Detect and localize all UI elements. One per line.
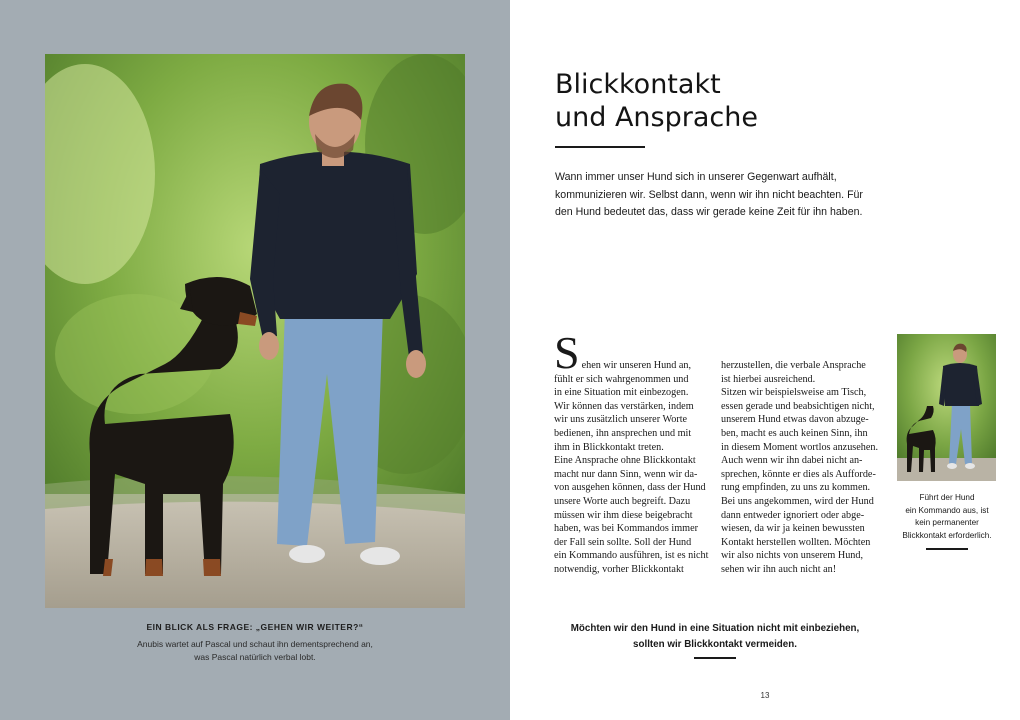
body-line: Auch wenn wir ihn dabei nicht an- — [721, 455, 863, 467]
body-line: notwendig, vorher Blickkontakt — [554, 563, 684, 575]
body-line: wir uns zusätzlich unserer Worte — [554, 414, 688, 426]
pull-quote-line: Möchten wir den Hund in eine Situation nicht mit einbeziehen, — [570, 623, 860, 634]
thumbnail-rule — [926, 548, 968, 550]
body-line: von ausgehen können, dass der Hund — [554, 482, 706, 494]
pull-quote-line: sollten wir Blickkontakt vermeiden. — [633, 639, 797, 650]
body-line: bedienen, ihn ansprechen und mit — [554, 427, 692, 439]
body-line: fühlt er sich wahrgenommen und — [554, 373, 689, 385]
body-line: dann entweder ignoriert oder abge- — [721, 509, 865, 521]
body-line: unserem Hund etwas davon abzuge- — [721, 414, 869, 426]
body-line: wiesen, da wir ja keinen bewussten — [721, 523, 865, 535]
intro-paragraph — [555, 169, 875, 222]
body-line: müssen wir ihm diese beigebracht — [554, 509, 693, 521]
caption-line: was Pascal natürlich verbal lobt. — [194, 652, 316, 662]
body-line: ihm in Blickkontakt treten. — [554, 441, 664, 453]
body-line: Kontakt herstellen wollten. Möchten — [721, 536, 871, 548]
body-line: ein Kommando ausführen, ist es nicht — [554, 550, 709, 562]
body-line: wir also nichts von unserem Hund, — [721, 550, 864, 562]
photo-caption — [60, 638, 450, 664]
heading-rule — [555, 146, 645, 148]
body-line: in eine Situation mit einbezogen. — [554, 387, 689, 399]
chapter-heading — [555, 68, 758, 134]
body-line: sehen wir ihn auch nicht an! — [721, 563, 837, 575]
pull-quote-rule — [694, 657, 736, 659]
intro-line: Wann immer unser Hund sich in unserer Gegenwart aufhält, — [555, 171, 837, 183]
right-page — [510, 0, 1020, 720]
body-line: rung empfinden, zu uns zu kommen. — [721, 482, 871, 494]
thumbnail-caption — [892, 492, 1002, 542]
body-line: der Fall sein sollte. Soll der Hund — [554, 536, 692, 548]
page-number: 13 — [760, 691, 770, 700]
body-line: in diesem Moment wortlos anzusehen. — [721, 441, 879, 453]
body-line: herzustellen, die verbale Ansprache — [721, 360, 866, 371]
body-line: ben, macht es auch keinen Sinn, ihn — [721, 427, 868, 439]
body-line: essen gerade und beabsichtigen nicht, — [721, 400, 875, 412]
body-column-2 — [721, 359, 881, 577]
body-line: sprechen, könnte er dies als Aufforde- — [721, 468, 876, 480]
photo-caption-title: EIN BLICK ALS FRAGE: „GEHEN WIR WEITER?“ — [146, 622, 364, 632]
body-line: Sitzen wir beispielsweise am Tisch, — [721, 387, 867, 399]
heading-line: und Ansprache — [555, 102, 758, 133]
body-line: unsere Worte auch begreift. Dazu — [554, 495, 691, 507]
caption-line: Anubis wartet auf Pascal und schaut ihn dementsprechend an, — [137, 639, 373, 649]
thumb-caption-line: ein Kommando aus, ist — [905, 505, 989, 515]
thumb-caption-line: Blickkontakt erforderlich. — [902, 530, 992, 540]
drop-cap: S — [554, 327, 580, 378]
body-line: ehen wir unseren Hund an, — [581, 360, 692, 371]
body-column-1 — [554, 327, 712, 577]
thumbnail-photo — [897, 334, 996, 481]
body-line: ist hierbei ausreichend. — [721, 373, 816, 385]
thumb-caption-line: kein permanenter — [915, 518, 979, 527]
intro-line: den Hund bedeutet das, dass wir gerade keine Zeit für ihn haben. — [555, 206, 863, 218]
body-line: macht nur dann Sinn, wenn wir da- — [554, 468, 698, 480]
body-line: Bei uns angekommen, wird der Hund — [721, 495, 874, 507]
thumb-caption-line: Führt der Hund — [919, 493, 975, 502]
main-photo — [45, 54, 465, 608]
body-line: Wir können das verstärken, indem — [554, 400, 694, 412]
intro-line: kommunizieren wir. Selbst dann, wenn wir ihn nicht beachten. Für — [555, 188, 863, 201]
pull-quote — [550, 621, 880, 653]
body-line: Eine Ansprache ohne Blickkontakt — [554, 455, 696, 467]
heading-line: Blickkontakt — [555, 69, 721, 100]
body-line: haben, was bei Kommandos immer — [554, 523, 699, 535]
